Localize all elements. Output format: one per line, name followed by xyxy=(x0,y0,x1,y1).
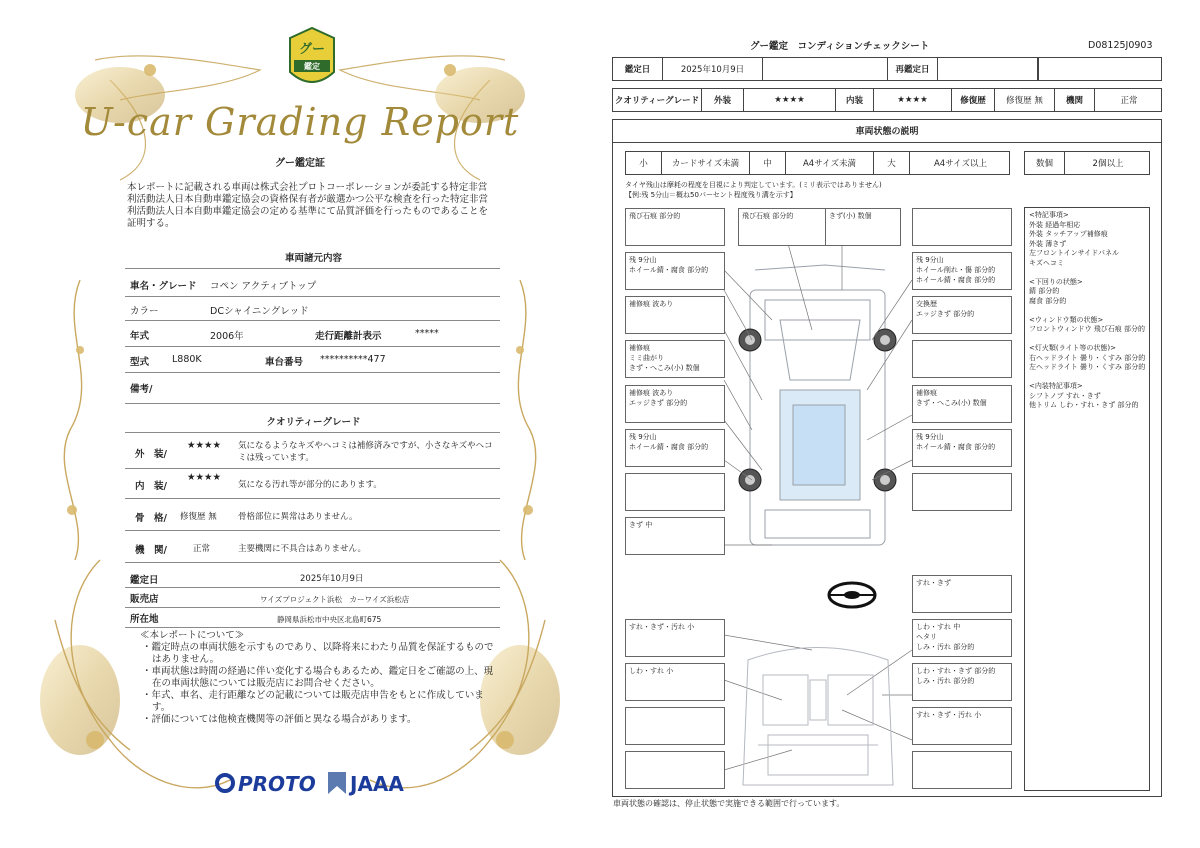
note-line: <内装特記事項> xyxy=(1029,382,1083,390)
legend-mid: 中 xyxy=(750,152,786,174)
sheet-interior-stars: ★★★★ xyxy=(874,89,952,111)
proto-logo: PROTO xyxy=(238,772,316,796)
exterior-text: 気になるようなキズやヘコミは補修済みですが、小さなキズやヘコミは残っています。 xyxy=(238,441,493,463)
year-label: 年式 xyxy=(130,331,150,342)
sheet-engine-value: 正常 xyxy=(1120,96,1138,106)
damage-box-right-1: 残 9分山 ホイール削れ・傷 部分的 ホイール錆・腐食 部分的 xyxy=(912,252,1012,290)
legend-large: 大 xyxy=(874,152,910,174)
legend-small-desc: カードサイズ未満 xyxy=(662,152,750,174)
interior-box-1: すれ・きず xyxy=(912,575,1012,613)
size-legend xyxy=(625,151,1010,175)
damage-box-left-5: 残 9分山 ホイール錆・腐食 部分的 xyxy=(625,429,725,467)
note-line xyxy=(1029,306,1145,316)
interior-box-8 xyxy=(625,751,725,789)
certificate-subtitle: グー鑑定証 xyxy=(275,158,325,169)
sheet-interior-label: 内装 xyxy=(836,89,874,111)
legend-count-desc: 2個以上 xyxy=(1092,159,1124,169)
condition-title: 車両状態の説明 xyxy=(612,119,1162,143)
damage-box-right-6 xyxy=(912,473,1012,511)
damage-box-left-6 xyxy=(625,473,725,511)
note-line: 外装 経過年相応 xyxy=(1029,220,1081,229)
note-item: ・鑑定時点の車両状態を示すものであり、以降将来にわたり品質を保証するものではありません。 xyxy=(142,642,494,665)
note-line: <ウィンドウ類の状態> xyxy=(1029,315,1104,324)
special-notes-box xyxy=(1024,207,1150,791)
sheet-date-label: 鑑定日 xyxy=(613,58,663,80)
sheet-engine-label: 機関 xyxy=(1055,89,1095,111)
steering-wheel-icon xyxy=(826,580,878,610)
color-value: DCシャイニングレッド xyxy=(210,306,309,317)
date-label: 鑑定日 xyxy=(130,575,159,586)
color-label: カラー xyxy=(130,306,159,317)
legend-mid-desc: A4サイズ未満 xyxy=(786,152,874,174)
certificate-intro: 本レポートに記載される車両は株式会社プロトコーポレーションが委託する特定非営利活動法人日本自動車鑑定協会の資格保有者が厳選かつ公平な検査を行った特定非営利活動法人日本自動車鑑定協会の定める基準にて品質評価を行ったものであることを証明する。 xyxy=(127,182,489,229)
frame-value: 修復歴 無 xyxy=(180,512,217,522)
damage-box-right-5: 残 9分山 ホイール錆・腐食 部分的 xyxy=(912,429,1012,467)
interior-box-7: すれ・きず・汚れ 小 xyxy=(912,707,1012,745)
sheet-repair-label: 修復歴 xyxy=(952,89,995,111)
interior-box-6 xyxy=(625,707,725,745)
tire-note-2: 【例:残 5分山＝概ね50パーセント程度残り溝を示す】 xyxy=(625,191,797,199)
note-line: 外装 薄きず xyxy=(1029,239,1067,248)
damage-box-left-2: 補修痕 波あり xyxy=(625,296,725,334)
note-line: 腐食 部分的 xyxy=(1029,296,1067,305)
note-line: <特記事項> xyxy=(1029,211,1069,219)
sheet-repair-value: 修復歴 無 xyxy=(995,89,1055,111)
address-label: 所在地 xyxy=(130,614,159,625)
badge-sub: 鑑定 xyxy=(304,62,320,71)
mileage-value: ***** xyxy=(415,328,439,339)
damage-box-right-4: 補修痕 きず・へこみ(小) 数個 xyxy=(912,385,1012,423)
note-line: 右ヘッドライト 曇り・くすみ 部分的 xyxy=(1029,353,1146,362)
damage-box-left-7: きず 中 xyxy=(625,517,725,555)
date-row xyxy=(612,57,1162,81)
damage-box-right-2: 交換歴 エッジきず 部分的 xyxy=(912,296,1012,334)
engine-label: 機 関/ xyxy=(135,545,167,556)
car-interior-diagram xyxy=(728,640,908,790)
note-line: 他トリム しわ・すれ・きず 部分的 xyxy=(1029,401,1139,409)
jaaa-logo: JAAA xyxy=(350,772,404,796)
address-value: 静岡県浜松市中央区北島町675 xyxy=(277,615,382,624)
sheet-exterior-stars: ★★★★ xyxy=(744,89,836,111)
jaaa-logo-icon xyxy=(326,770,348,796)
model-label: 型式 xyxy=(130,357,150,368)
name-label: 車名・グレード xyxy=(130,281,197,292)
remarks-label: 備考/ xyxy=(130,384,153,395)
note-item: ・車両状態は時間の経過に伴い変化する場合もあるため、鑑定日をご確認の上、現在の車両状態については販売店にお問合せください。 xyxy=(142,666,494,689)
interior-box-9 xyxy=(912,751,1012,789)
date-value: 2025年10月9日 xyxy=(300,574,364,584)
dealer-value: ワイズプロジェクト浜松 カーワイズ浜松店 xyxy=(260,595,410,604)
frame-label: 骨 格/ xyxy=(135,513,167,524)
damage-box-front-center: 飛び石痕 部分的 xyxy=(738,208,838,246)
exterior-stars: ★★★★ xyxy=(187,440,222,451)
damage-box-front-left: 飛び石痕 部分的 xyxy=(625,208,725,246)
notes-section xyxy=(125,630,500,726)
note-line: フロントウィンドウ 飛び石痕 部分的 xyxy=(1029,325,1146,333)
sheet-footer: 車両状態の確認は、停止状態で実施できる範囲で行っています。 xyxy=(613,799,845,808)
note-line: 左ヘッドライト 曇り・くすみ 部分的 xyxy=(1029,363,1146,371)
interior-box-5: しわ・すれ・きず 部分的 しみ・汚れ 部分的 xyxy=(912,663,1012,701)
year-value: 2006年 xyxy=(210,331,244,342)
sheet-date-value: 2025年10月9日 xyxy=(663,58,763,80)
note-line xyxy=(1029,268,1145,278)
interior-box-4: しわ・すれ 小 xyxy=(625,663,725,701)
damage-box-left-4: 補修痕 波あり エッジきず 部分的 xyxy=(625,385,725,423)
badge-text: グー xyxy=(298,42,325,57)
exterior-label: 外 装/ xyxy=(135,449,167,460)
certificate-title: U-car Grading Report xyxy=(80,100,520,144)
interior-stars: ★★★★ xyxy=(187,472,222,483)
note-item: ・年式、車名、走行距離などの記載については販売店申告をもとに作成しています。 xyxy=(142,690,484,713)
damage-box-front-far-right xyxy=(912,208,1012,246)
damage-box-right-3 xyxy=(912,340,1012,378)
note-line: 左フロントインサイドパネル xyxy=(1029,249,1120,257)
doc-id: D08125J0903 xyxy=(1088,40,1153,51)
note-item: ・評価については他検査機関等の評価と異なる場合があります。 xyxy=(142,714,417,725)
quality-row xyxy=(612,88,1162,112)
note-line: キズヘコミ xyxy=(1029,258,1064,267)
frame-text: 骨格部位に異常はありません。 xyxy=(238,512,358,522)
spec-title: 車両諸元内容 xyxy=(284,253,342,264)
note-line: 錆 部分的 xyxy=(1029,287,1060,295)
name-value: コペン アクティブトップ xyxy=(210,281,317,292)
interior-text: 気になる汚れ等が部分的にあります。 xyxy=(238,480,382,490)
legend-small: 小 xyxy=(626,152,662,174)
count-legend xyxy=(1024,151,1150,175)
sheet-title: グー鑑定 コンディションチェックシート xyxy=(750,41,930,52)
sheet-exterior-label: 外装 xyxy=(702,89,744,111)
damage-box-left-3: 補修痕 ミミ曲がり きず・へこみ(小) 数個 xyxy=(625,340,725,378)
engine-text: 主要機関に不具合はありません。 xyxy=(238,544,367,554)
reinspect-value xyxy=(938,58,1038,80)
note-line xyxy=(1029,335,1145,345)
interior-box-3: しわ・すれ 中 ヘタリ しみ・汚れ 部分的 xyxy=(912,619,1012,657)
note-line: シフトノブ すれ・きず xyxy=(1029,391,1101,400)
interior-box-2: すれ・きず・汚れ 小 xyxy=(625,619,725,657)
damage-box-left-1: 残 9分山 ホイール錆・腐食 部分的 xyxy=(625,252,725,290)
notes-title: ≪本レポートについて≫ xyxy=(140,630,245,641)
quality-title: クオリティーグレード xyxy=(266,417,361,428)
note-line: <灯火類(ライト等の状態)> xyxy=(1029,344,1116,352)
interior-label: 内 装/ xyxy=(135,481,167,492)
proto-logo-icon xyxy=(214,772,236,794)
model-value: L880K xyxy=(172,354,202,365)
legend-count: 数個 xyxy=(1025,152,1065,174)
damage-box-front-right: きず(小) 数個 xyxy=(825,208,901,246)
dealer-label: 販売店 xyxy=(130,594,159,605)
mileage-label: 走行距離計表示 xyxy=(315,331,382,342)
engine-value: 正常 xyxy=(193,544,211,554)
note-line: <下回りの状態> xyxy=(1029,277,1083,286)
chassis-label: 車台番号 xyxy=(265,357,304,368)
legend-large-desc: A4サイズ以上 xyxy=(933,159,988,169)
note-line: 外装 タッチアップ補修痕 xyxy=(1029,230,1108,238)
sheet-quality-label: クオリティーグレード xyxy=(613,89,702,111)
chassis-value: **********477 xyxy=(320,354,386,365)
tire-note-1: タイヤ残山は摩耗の程度を目視により判定しています。(ミリ表示ではありません) xyxy=(625,181,882,189)
reinspect-label: 再鑑定日 xyxy=(888,58,938,80)
note-line xyxy=(1029,373,1145,383)
